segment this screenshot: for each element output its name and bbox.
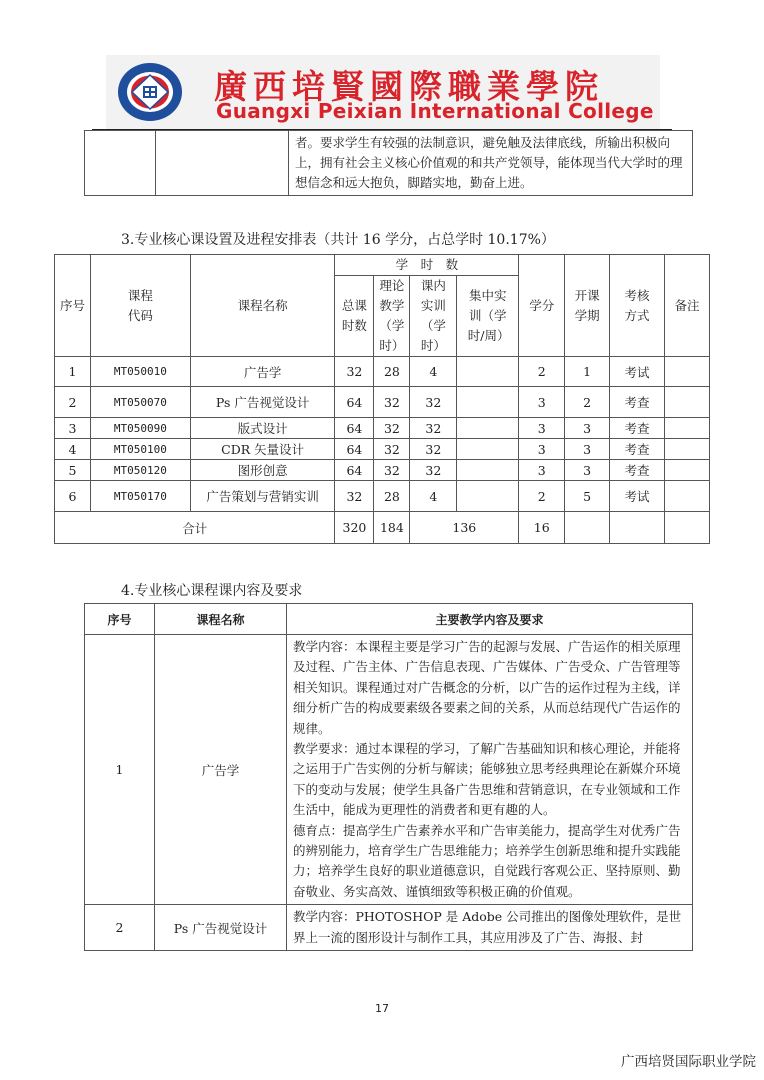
footer-institution: 广西培贤国际职业学院 [621, 1054, 756, 1070]
table-row [55, 418, 710, 439]
cell-code: MT050070 [90, 387, 190, 418]
table-header-row [85, 604, 693, 635]
cell-theory: 32 [374, 460, 410, 481]
cell-theory: 28 [374, 357, 410, 387]
cell-exam: 考查 [610, 460, 665, 481]
cell-code: MT050120 [90, 460, 190, 481]
section-4-title: 4.专业核心课程课内容及要求 [121, 583, 303, 599]
cell-concentrated [457, 357, 519, 387]
cell-code: MT050010 [90, 357, 190, 387]
cell-credit: 3 [519, 387, 565, 418]
cell-note [665, 357, 710, 387]
cell-term: 3 [565, 418, 610, 439]
cell-credit: 3 [519, 418, 565, 439]
cell-inclass: 32 [410, 460, 457, 481]
cell-note [665, 387, 710, 418]
section-3-title: 3.专业核心课设置及进程安排表（共计 16 学分，占总学时 10.17%） [121, 232, 555, 248]
cell-exam: 考查 [610, 387, 665, 418]
header-name: 课程名称 [155, 604, 287, 635]
cell-concentrated [457, 439, 519, 460]
header-concentrated-hours: 集中实训（学时/周） [457, 276, 519, 357]
total-credit: 16 [519, 512, 565, 544]
cell-inclass: 32 [410, 418, 457, 439]
cell-concentrated [457, 387, 519, 418]
cell-name: 图形创意 [190, 460, 335, 481]
cell-code: MT050100 [90, 439, 190, 460]
cell-seq: 3 [55, 418, 91, 439]
cell-note [665, 460, 710, 481]
teaching-requirements: 教学要求：通过本课程的学习，了解广告基础知识和核心理论，并能将之运用于广告实例的分析与解读；能够独立思考经典理论在新媒介环境下的变动与发展；使学生具备广告思维和营销意识，在专业领域和工作生活中，能成为更理性的消费者和更有趣的人。 [293, 741, 681, 818]
cell-seq: 6 [55, 481, 91, 512]
teaching-content: 教学内容：本课程主要是学习广告的起源与发展、广告运作的相关原理及过程、广告主体、广告信息表现、广告媒体、广告受众、广告管理等相关知识。课程通过对广告概念的分析，以广告的运作过程为主线，详细分析广告的构成要素级各要素之间的关系，从而总结现代广告运作的规律。 [293, 639, 681, 736]
cell-note [665, 418, 710, 439]
cell-total: 64 [335, 418, 374, 439]
table-header-row [55, 255, 710, 276]
moral-education-points: 德育点：提高学生广告素养水平和广告审美能力，提高学生对优秀广告的辨别能力，培育学生广告思维能力；培养学生创新思维和提升实践能力；培养学生良好的职业道德意识，自觉践行客观公正、坚持原则、勤奋敬业、务实高效、谨慎细致等积极正确的价值观。 [293, 822, 681, 899]
cell-credit: 3 [519, 439, 565, 460]
cell-exam: 考查 [610, 439, 665, 460]
total-hours: 320 [335, 512, 374, 544]
table-row [55, 439, 710, 460]
cell-seq: 1 [85, 635, 155, 905]
header-inclass-hours: 课内实训（学时） [410, 276, 457, 357]
cell-term: 3 [565, 439, 610, 460]
core-course-content-table [84, 603, 693, 951]
cell-seq: 2 [55, 387, 91, 418]
cell-theory: 32 [374, 439, 410, 460]
cell-concentrated [457, 418, 519, 439]
header-content: 主要教学内容及要求 [287, 604, 693, 635]
cell-exam: 考试 [610, 481, 665, 512]
cell-total: 32 [335, 357, 374, 387]
table-row [85, 131, 693, 196]
college-name-en: Guangxi Peixian International College [216, 99, 654, 123]
header-term: 开课学期 [565, 255, 610, 357]
header-credit: 学分 [519, 255, 565, 357]
cell-concentrated [457, 460, 519, 481]
table-row [55, 357, 710, 387]
header-total-hours: 总课时数 [335, 276, 374, 357]
header-name: 课程名称 [190, 255, 335, 357]
cell-seq: 1 [55, 357, 91, 387]
cell-name: Ps 广告视觉设计 [155, 905, 287, 951]
cell-code: MT050170 [90, 481, 190, 512]
cell-credit: 2 [519, 481, 565, 512]
table-row [85, 635, 693, 905]
header-note: 备注 [665, 255, 710, 357]
cell-total: 32 [335, 481, 374, 512]
cell-content [287, 635, 693, 905]
teaching-content: 教学内容：PHOTOSHOP 是 Adobe 公司推出的图像处理软件，是世界上一流的图形设计与制作工具，其应用涉及了广告、海报、封 [293, 909, 682, 945]
cell-total: 64 [335, 387, 374, 418]
cell-total: 64 [335, 439, 374, 460]
table-row [85, 905, 693, 951]
header-exam: 考核方式 [610, 255, 665, 357]
cell-inclass: 32 [410, 439, 457, 460]
cell-inclass: 4 [410, 357, 457, 387]
core-course-schedule-table [54, 254, 710, 544]
college-name-cn: 廣西培賢國際職業學院 [214, 67, 604, 106]
cell-total: 64 [335, 460, 374, 481]
total-label: 合计 [55, 512, 335, 544]
cell-inclass: 32 [410, 387, 457, 418]
header-banner [106, 55, 660, 130]
cell-note [665, 439, 710, 460]
previous-table-continuation [84, 130, 693, 196]
table-row [55, 481, 710, 512]
cell-term: 2 [565, 387, 610, 418]
total-row [55, 512, 710, 544]
cell-seq: 5 [55, 460, 91, 481]
cell-concentrated [457, 481, 519, 512]
cell-name: 广告学 [155, 635, 287, 905]
cell-name: CDR 矢量设计 [190, 439, 335, 460]
header-seq: 序号 [55, 255, 91, 357]
cell-name: Ps 广告视觉设计 [190, 387, 335, 418]
cell-seq: 2 [85, 905, 155, 951]
cell-theory: 28 [374, 481, 410, 512]
cell-credit: 2 [519, 357, 565, 387]
header-hours-group: 学 时 数 [335, 255, 519, 276]
cell-theory: 32 [374, 418, 410, 439]
header-theory-hours: 理论教学（学时） [374, 276, 410, 357]
cell-term: 1 [565, 357, 610, 387]
cell-term: 3 [565, 460, 610, 481]
table-cell [85, 131, 156, 196]
table-row [55, 387, 710, 418]
cell-note [665, 481, 710, 512]
table-cell [565, 512, 610, 544]
cell-term: 5 [565, 481, 610, 512]
table-cell [610, 512, 665, 544]
cell-name: 广告学 [190, 357, 335, 387]
page-number: 17 [375, 1002, 389, 1015]
cell-name: 广告策划与营销实训 [190, 481, 335, 512]
cell-credit: 3 [519, 460, 565, 481]
cell-inclass: 4 [410, 481, 457, 512]
cell-code: MT050090 [90, 418, 190, 439]
college-emblem-icon [116, 61, 184, 123]
cell-content [287, 905, 693, 951]
cell-name: 版式设计 [190, 418, 335, 439]
table-cell [156, 131, 289, 196]
total-practice: 136 [410, 512, 519, 544]
cell-exam: 考试 [610, 357, 665, 387]
total-theory: 184 [374, 512, 410, 544]
table-cell-text: 者。要求学生有较强的法制意识，避免触及法律底线，所输出积极向上，拥有社会主义核心价值观的和共产党领导，能体现当代大学时的理想信念和远大抱负，脚踏实地，勤奋上进。 [289, 131, 693, 196]
cell-theory: 32 [374, 387, 410, 418]
table-cell [665, 512, 710, 544]
header-seq: 序号 [85, 604, 155, 635]
cell-seq: 4 [55, 439, 91, 460]
header-code: 课程代码 [90, 255, 190, 357]
table-row [55, 460, 710, 481]
cell-exam: 考查 [610, 418, 665, 439]
